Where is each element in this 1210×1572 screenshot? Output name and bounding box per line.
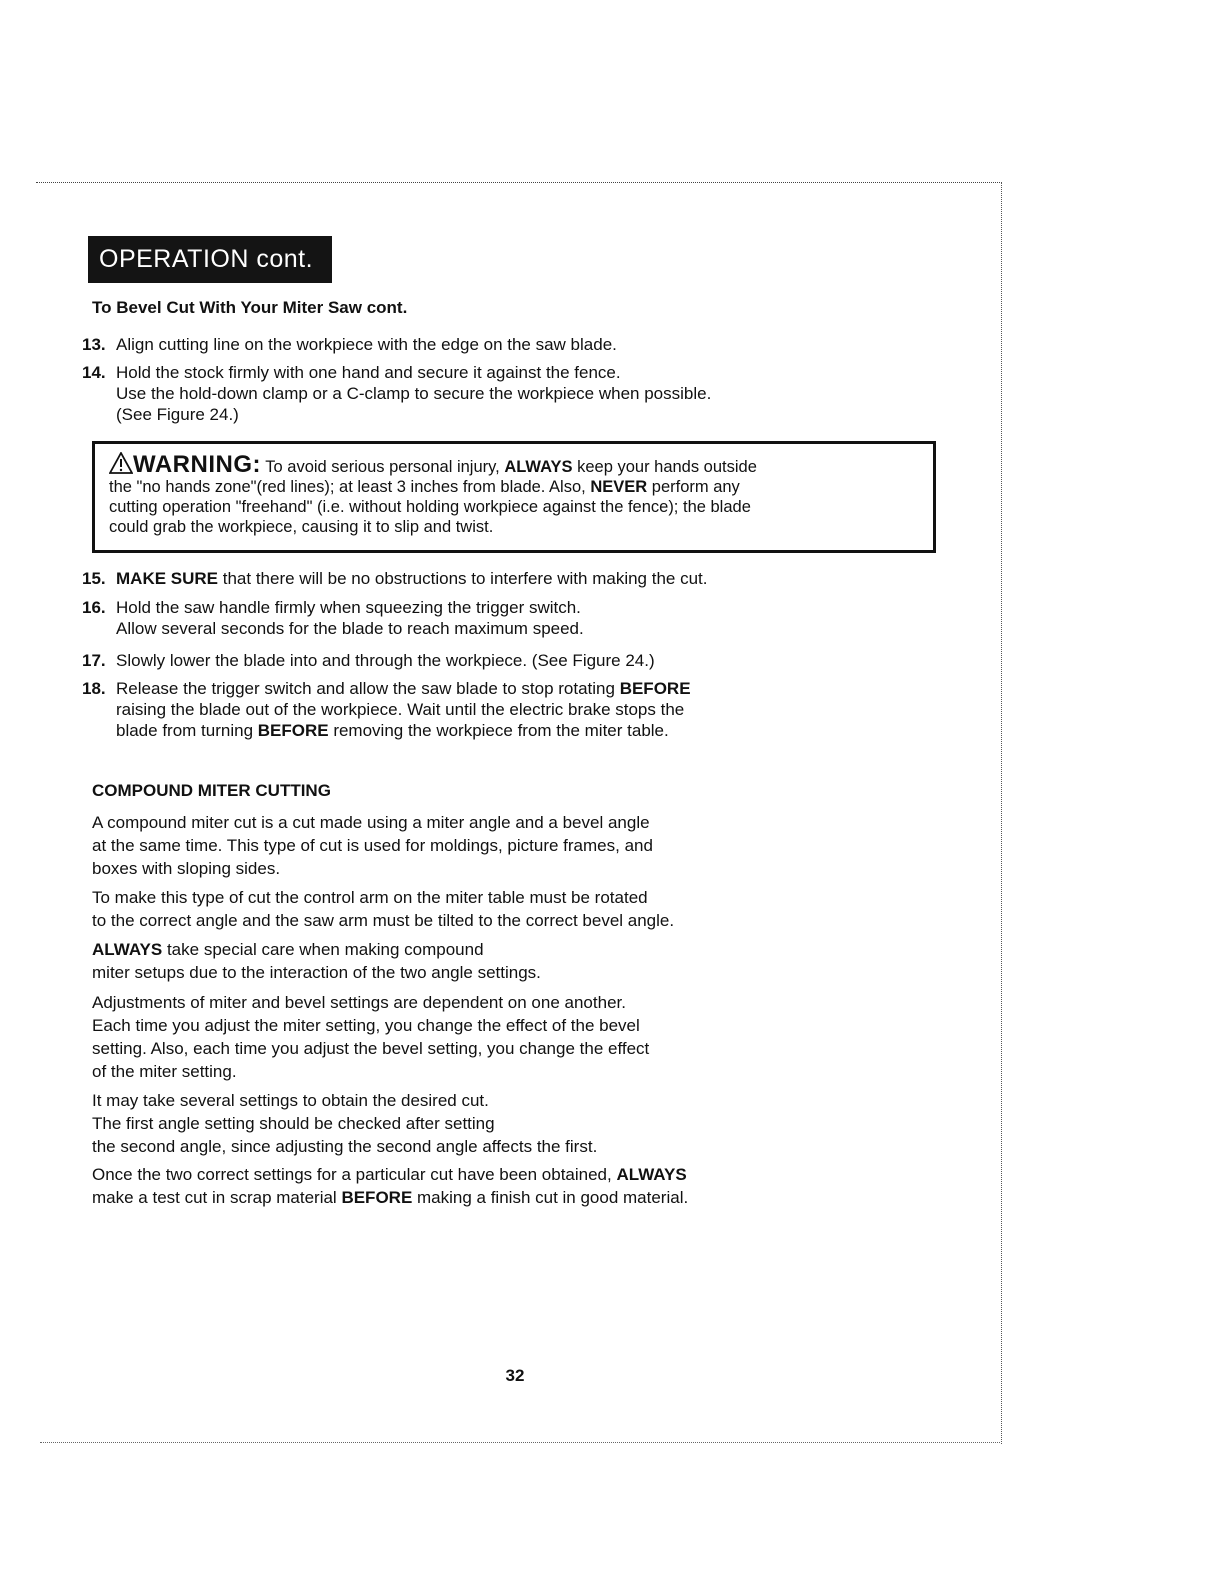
paragraph-text: take special care when making compound <box>162 940 484 959</box>
paragraph-line: miter setups due to the interaction of the two angle settings. <box>92 963 541 982</box>
paragraph-line: A compound miter cut is a cut made using a miter angle and a bevel angle <box>92 813 650 832</box>
warning-emphasis: ALWAYS <box>504 458 573 476</box>
warning-line-1 <box>109 452 923 477</box>
step-text: Hold the stock firmly with one hand and secure it against the fence. <box>116 363 621 382</box>
compound-paragraph-6 <box>92 1163 688 1209</box>
top-border <box>36 182 1002 183</box>
compound-paragraph-2 <box>92 886 674 932</box>
warning-text: perform any <box>647 478 740 496</box>
compound-paragraph-4 <box>92 991 649 1083</box>
compound-paragraph-1 <box>92 811 653 880</box>
right-border <box>1001 182 1002 1444</box>
paragraph-line: setting. Also, each time you adjust the bevel setting, you change the effect <box>92 1039 650 1058</box>
step-emphasis: BEFORE <box>257 721 329 740</box>
paragraph-text: Once the two correct settings for a particular cut have been obtained, <box>92 1165 617 1184</box>
paragraph-line <box>92 1186 688 1209</box>
warning-box <box>92 441 936 553</box>
step-number: 18. <box>82 679 106 698</box>
subheading: To Bevel Cut With Your Miter Saw cont. <box>92 298 408 317</box>
paragraph-emphasis: ALWAYS <box>616 1165 687 1184</box>
warning-title: WARNING: <box>133 451 261 478</box>
paragraph-line: The first angle setting should be checked after setting <box>92 1114 495 1133</box>
step-text: removing the workpiece from the miter table. <box>328 721 669 740</box>
step-number: 16. <box>82 598 106 617</box>
paragraph-line: at the same time. This type of cut is used for moldings, picture frames, and <box>92 836 653 855</box>
step-emphasis: BEFORE <box>619 679 691 698</box>
paragraph-emphasis: ALWAYS <box>92 940 163 959</box>
compound-paragraph-5 <box>92 1089 597 1158</box>
page-number: 32 <box>505 1366 525 1385</box>
paragraph-line: of the miter setting. <box>92 1062 237 1081</box>
paragraph-emphasis: BEFORE <box>341 1188 413 1207</box>
step-text: Align cutting line on the workpiece with the edge on the saw blade. <box>116 335 617 354</box>
step-text: raising the blade out of the workpiece. Wait until the electric brake stops the <box>116 700 685 719</box>
step-number: 14. <box>82 363 106 382</box>
step-number: 17. <box>82 651 106 670</box>
paragraph-line: Adjustments of miter and bevel settings are dependent on one another. <box>92 993 626 1012</box>
warning-text: keep your hands outside <box>572 458 757 476</box>
step-text: Hold the saw handle firmly when squeezing the trigger switch. <box>116 598 581 617</box>
paragraph-text: make a test cut in scrap material <box>92 1188 342 1207</box>
compound-heading: COMPOUND MITER CUTTING <box>92 781 331 800</box>
step-text: blade from turning <box>116 721 258 740</box>
paragraph-line: Each time you adjust the miter setting, you change the effect of the bevel <box>92 1016 640 1035</box>
step-18 <box>82 678 691 741</box>
paragraph-line <box>92 938 541 961</box>
warning-line-2 <box>109 477 923 497</box>
compound-paragraph-3 <box>92 938 541 984</box>
step-text-line <box>82 720 691 741</box>
step-15 <box>82 568 708 589</box>
paragraph-line: to the correct angle and the saw arm must be tilted to the correct bevel angle. <box>92 911 675 930</box>
step-text: (See Figure 24.) <box>116 405 239 424</box>
step-17 <box>82 650 655 671</box>
step-text: Release the trigger switch and allow the saw blade to stop rotating <box>116 679 620 698</box>
step-number: 15. <box>82 569 106 588</box>
section-tab: OPERATION cont. <box>88 236 332 283</box>
step-16 <box>82 597 584 639</box>
step-text: that there will be no obstructions to interfere with making the cut. <box>218 569 708 588</box>
warning-line-3: cutting operation "freehand" (i.e. without holding workpiece against the fence); the blade <box>109 498 751 516</box>
step-text: Use the hold-down clamp or a C-clamp to secure the workpiece when possible. <box>116 384 712 403</box>
step-text: Allow several seconds for the blade to reach maximum speed. <box>116 619 584 638</box>
paragraph-line <box>92 1163 688 1186</box>
paragraph-text: making a finish cut in good material. <box>412 1188 689 1207</box>
step-text: Slowly lower the blade into and through the workpiece. (See Figure 24.) <box>116 651 655 670</box>
warning-emphasis: NEVER <box>590 478 648 496</box>
step-14 <box>82 362 711 425</box>
warning-triangle-icon <box>109 452 133 474</box>
paragraph-line: the second angle, since adjusting the second angle affects the first. <box>92 1137 598 1156</box>
paragraph-line: boxes with sloping sides. <box>92 859 281 878</box>
step-emphasis: MAKE SURE <box>116 569 219 588</box>
step-number: 13. <box>82 335 106 354</box>
warning-text: To avoid serious personal injury, <box>260 458 505 476</box>
paragraph-line: It may take several settings to obtain the desired cut. <box>92 1091 489 1110</box>
paragraph-line: To make this type of cut the control arm on the miter table must be rotated <box>92 888 648 907</box>
step-13 <box>82 334 617 355</box>
warning-line-4: could grab the workpiece, causing it to slip and twist. <box>109 518 494 536</box>
bottom-border <box>40 1442 1000 1443</box>
warning-text: the "no hands zone"(red lines); at least 3 inches from blade. Also, <box>109 478 591 496</box>
